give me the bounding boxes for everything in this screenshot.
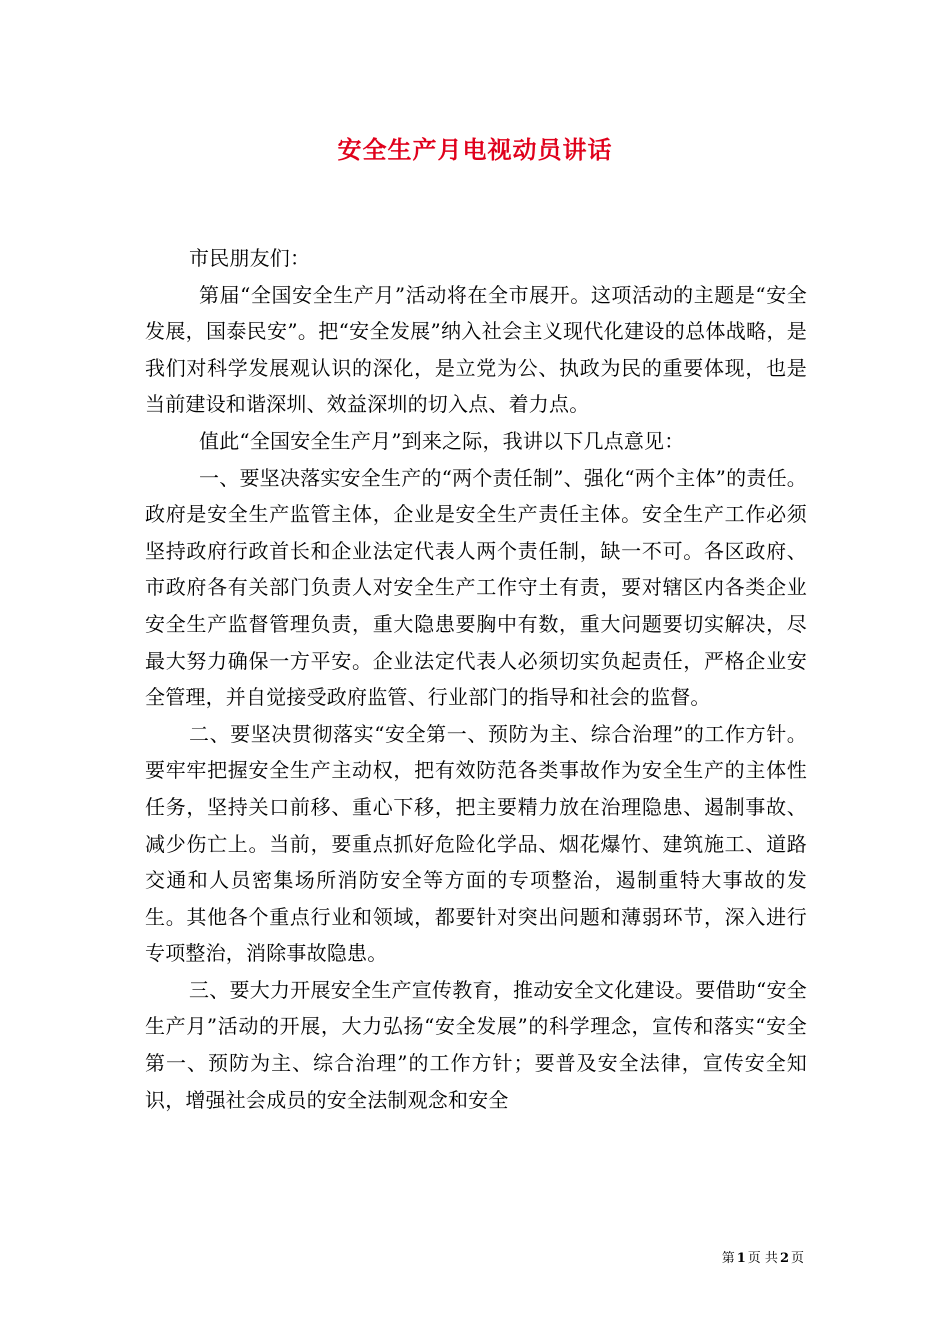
footer-current-page: 1 xyxy=(736,1251,746,1266)
point-two-paragraph: 二、要坚决贯彻落实“安全第一、预防为主、综合治理”的工作方针。要牢牢把握安全生产主动权，把有效防范各类事故作为安全生产的主体性任务，坚持关口前移、重心下移，把主要精力放在治理隐患、遏制事故、减少伤亡上。当前，要重点抓好危险化学品、烟花爆竹、建筑施工、道路交通和人员密集场所消防安全等方面的专项整治，遏制重特大事故的发生。其他各个重点行业和领域，都要针对突出问题和薄弱环节，深入进行专项整治，消除事故隐患。 xyxy=(145,721,807,966)
footer-middle: 页 共 xyxy=(747,1251,778,1266)
transition-paragraph: 值此“全国安全生产月”到来之际，我讲以下几点意见： xyxy=(199,428,685,453)
point-three-paragraph: 三、要大力开展安全生产宣传教育，推动安全文化建设。要借助“安全生产月”活动的开展，大力弘扬“安全发展”的科学理念，宣传和落实“安全第一、预防为主、综合治理”的工作方针；要普及安全法律，宣传安全知识，增强社会成员的安全法制观念和安全 xyxy=(145,977,807,1112)
page-number-footer xyxy=(722,1250,804,1268)
footer-prefix: 第 xyxy=(721,1251,735,1266)
footer-total-pages: 2 xyxy=(779,1251,789,1266)
document-title: 安全生产月电视动员讲话 xyxy=(337,135,613,164)
salutation-paragraph: 市民朋友们： xyxy=(189,246,311,270)
document-body xyxy=(145,240,807,1118)
footer-suffix: 页 xyxy=(790,1251,804,1266)
point-one-paragraph: 一、要坚决落实安全生产的“两个责任制”、强化“两个主体”的责任。政府是安全生产监管主体，企业是安全生产责任主体。安全生产工作必须坚持政府行政首长和企业法定代表人两个责任制，缺一不可。各区政府、市政府各有关部门负责人对安全生产工作守土有责，要对辖区内各类企业安全生产监督管理负责，重大隐患要胸中有数，重大问题要切实解决，尽最大努力确保一方平安。企业法定代表人必须切实负起责任，严格企业安全管理，并自觉接受政府监管、行业部门的指导和社会的监督。 xyxy=(145,465,807,710)
intro-paragraph: 第届“全国安全生产月”活动将在全市展开。这项活动的主题是“安全发展，国泰民安”。把“安全发展”纳入社会主义现代化建设的总体战略，是我们对科学发展观认识的深化，是立党为公、执政为民的重要体现，也是当前建设和谐深圳、效益深圳的切入点、着力点。 xyxy=(145,282,807,417)
